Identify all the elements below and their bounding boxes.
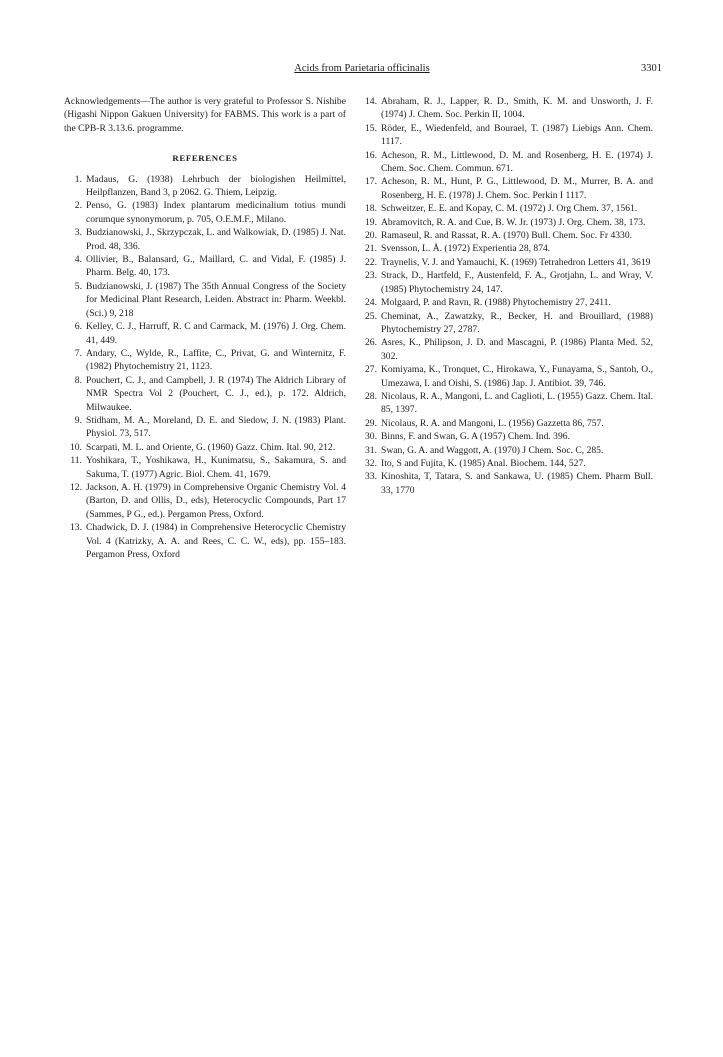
reference-text: Acheson, R. M., Hunt, P. G., Littlewood, D. M., Murrer, B. A. and Rosenberg, H. E. (1978) J. Chem. Soc. Perkin I 1117. <box>381 176 653 201</box>
reference-text: Budzianowski, J., Skrzypczak, L. and Walkowiak, D. (1985) J. Nat. Prod. 48, 336. <box>86 227 346 252</box>
references-list-left <box>64 173 346 562</box>
reference-item <box>361 310 653 337</box>
reference-number: 8. <box>74 374 82 386</box>
reference-number: 26. <box>365 337 377 349</box>
reference-text: Pouchert, C. J., and Campbell, J. R (1974) The Aldrich Library of NMR Spectra Vol 2 (Pouchert, C. J., ed.), p. 172. Aldrich, Milwaukee. <box>86 374 346 413</box>
reference-item <box>64 441 346 454</box>
reference-item <box>361 470 653 497</box>
reference-number: 25. <box>365 310 377 322</box>
reference-text: Svensson, L. Å. (1972) Experientia 28, 874. <box>381 243 551 255</box>
reference-text: Acheson, R. M., Littlewood, D. M. and Rosenberg, H. E. (1974) J. Chem. Soc. Chem. Commun. 671. <box>381 149 653 175</box>
references-heading: REFERENCES <box>172 153 238 164</box>
reference-item <box>64 481 346 521</box>
reference-item <box>64 173 346 200</box>
reference-number: 31. <box>365 444 377 456</box>
reference-text: Abramovitch, R. A. and Cue, B. W. Jr. (1973) J. Org. Chem. 38, 173. <box>381 216 646 228</box>
reference-item <box>64 320 346 347</box>
reference-text: Abraham, R. J., Lapper, R. D., Smith, K. M. and Unsworth, J. F. (1974) J. Chem. Soc. Perkin II, 1004. <box>381 96 653 121</box>
reference-item <box>361 149 653 176</box>
reference-text: Yoshikara, T., Yoshikawa, H., Kunimatsu, S., Sakamura, S. and Sakuma, T. (1977) Agric. Biol. Chem. 41, 1679. <box>86 455 346 480</box>
reference-number: 9. <box>74 414 82 426</box>
reference-number: 22. <box>365 256 377 268</box>
reference-number: 33. <box>365 471 377 483</box>
reference-number: 2. <box>74 200 82 212</box>
running-title: Acids from Parietaria officinalis <box>294 63 430 74</box>
reference-text: Molgaard, P. and Ravn, R. (1988) Phytochemistry 27, 2411. <box>381 297 611 309</box>
reference-item <box>361 122 653 149</box>
reference-text: Asres, K., Philipson, J. D. and Mascagni, P. (1986) Planta Med. 52, 302. <box>381 337 653 362</box>
reference-text: Ito, S and Fujita, K. (1985) Anal. Biochem. 144, 527. <box>381 457 586 469</box>
references-list-right <box>361 95 653 497</box>
reference-number: 12. <box>70 481 82 493</box>
reference-item <box>64 226 346 253</box>
reference-number: 19. <box>365 216 377 228</box>
reference-text: Binns, F. and Swan, G. A (1957) Chem. Ind. 396. <box>381 431 570 443</box>
reference-number: 27. <box>365 364 377 376</box>
reference-item <box>361 457 653 470</box>
reference-text: Kelley, C. J., Harruff, R. C and Carmack, M. (1976) J. Org. Chem. 41, 449. <box>86 321 346 346</box>
reference-text: Komiyama, K., Tronquet, C., Hirokawa, Y., Funayama, S., Santoh, O., Umezawa, I. and Oishi, S. (1986) Jap. J. Antibiot. 39, 746. <box>381 364 653 389</box>
reference-number: 15. <box>365 122 377 134</box>
reference-item <box>361 430 653 443</box>
reference-text: Penso, G. (1983) Index plantarum medicinalium totius mundi corumque synonymorum, p. 705, O.E.M.F., Milano. <box>86 200 346 225</box>
reference-item <box>361 216 653 229</box>
reference-text: Madaus, G. (1938) Lehrbuch der biologishen Heilmittel, Heilpflanzen, Band 3, p 2062. G. Thiem, Leipzig. <box>86 173 346 199</box>
reference-number: 32. <box>365 457 377 469</box>
reference-number: 18. <box>365 203 377 215</box>
reference-text: Swan, G. A. and Waggott, A. (1970) J Chem. Soc. C, 285. <box>381 444 604 456</box>
reference-text: Cheminat, A., Zawatzky, R., Becker, H. and Brouillard, (1988) Phytochemistry 27, 2787. <box>381 310 653 335</box>
reference-number: 17. <box>365 176 377 188</box>
reference-number: 16. <box>365 149 377 161</box>
reference-text: Ollivier, B., Balansard, G., Maillard, C. and Vidal, F. (1985) J. Pharm. Belg. 40, 173. <box>86 254 346 279</box>
reference-number: 13. <box>70 522 82 534</box>
reference-number: 23. <box>365 270 377 282</box>
acknowledgements: Acknowledgements—The author is very grateful to Professor S. Nishibe (Higashi Nippon Gakuen University) for FABMS. This work is a part of the CPB-R 3.13.6. programme. <box>64 96 346 134</box>
left-column <box>64 95 346 561</box>
reference-number: 20. <box>365 230 377 242</box>
reference-text: Strack, D., Hartfeld, F., Austenfeld, F. A., Grotjahn, L. and Wray, V. (1985) Phytochemistry 24, 147. <box>381 270 653 295</box>
reference-text: Nicolaus, R. A., Mangoni, L. and Caglioti, L. (1955) Gazz. Chem. Ital. 85, 1397. <box>381 390 653 416</box>
reference-item <box>64 374 346 414</box>
reference-number: 3. <box>74 227 82 239</box>
reference-number: 4. <box>74 254 82 266</box>
reference-item <box>361 444 653 457</box>
reference-item <box>64 280 346 320</box>
running-header <box>62 63 662 79</box>
reference-item <box>361 390 653 417</box>
reference-item <box>64 347 346 374</box>
reference-text: Chadwick, D. J. (1984) in Comprehensive Heterocyclic Chemistry Vol. 4 (Katrizky, A. A. and Rees, C. C. W., eds), pp. 155–183. Pergamon Press, Oxford <box>86 522 346 560</box>
reference-text: Ramaseul, R. and Rassat, R. A. (1970) Bull. Chem. Soc. Fr 4330. <box>381 230 633 242</box>
reference-item <box>361 95 653 122</box>
reference-text: Scarpati, M. L. and Oriente, G. (1960) Gazz. Chim. Ital. 90, 212. <box>86 441 336 453</box>
reference-item <box>361 175 653 202</box>
reference-text: Andary, C., Wylde, R., Laffite, C., Privat, G. and Winternitz, F. (1982) Phytochemistry 21, 1123. <box>86 347 346 373</box>
reference-item <box>361 363 653 390</box>
reference-item <box>64 253 346 280</box>
reference-text: Schweitzer, E. E. and Kopay, C. M. (1972) J. Org Chem. 37, 1561. <box>381 203 638 215</box>
reference-number: 10. <box>70 441 82 453</box>
reference-number: 6. <box>74 321 82 333</box>
page-number: 3301 <box>641 63 662 74</box>
reference-number: 30. <box>365 431 377 443</box>
reference-text: Traynelis, V. J. and Yamauchi, K. (1969) Tetrahedron Letters 41, 3619 <box>381 256 651 268</box>
reference-text: Stidham, M. A., Moreland, D. E. and Siedow, J. N. (1983) Plant. Physiol. 73, 517. <box>86 414 346 440</box>
reference-item <box>361 296 653 309</box>
reference-item <box>361 202 653 215</box>
reference-text: Kinoshita, T, Tatara, S. and Sankawa, U. (1985) Chem. Pharm Bull. 33, 1770 <box>381 471 653 496</box>
reference-text: Jackson, A. H. (1979) in Comprehensive Organic Chemistry Vol. 4 (Barton, D. and Ollis, D., eds), Heterocyclic Compounds, Part 17 (Sammes, P G., ed.). Pergamon Press, Oxford. <box>86 481 346 520</box>
reference-item <box>361 256 653 269</box>
reference-number: 24. <box>365 297 377 309</box>
reference-text: Röder, E., Wiedenfeld, and Bourael, T. (1987) Liebigs Ann. Chem. 1117. <box>381 122 653 148</box>
reference-number: 29. <box>365 417 377 429</box>
reference-item <box>64 199 346 226</box>
reference-item <box>361 242 653 255</box>
reference-item <box>64 454 346 481</box>
reference-number: 1. <box>74 173 82 185</box>
reference-text: Nicolaus, R. A. and Mangoni, L. (1956) Gazzetta 86, 757. <box>381 417 604 429</box>
reference-text: Budzianowski, J. (1987) The 35th Annual Congress of the Society for Medicinal Plant Research, Leiden. Abstract in: Pharm. Weekbl. (Sci.) 9, 218 <box>86 280 346 319</box>
right-column <box>361 95 653 497</box>
reference-number: 21. <box>365 243 377 255</box>
reference-item <box>361 229 653 242</box>
reference-item <box>361 269 653 296</box>
reference-number: 5. <box>74 280 82 292</box>
reference-number: 7. <box>74 347 82 359</box>
reference-item <box>64 521 346 561</box>
reference-item <box>361 336 653 363</box>
reference-item <box>64 414 346 441</box>
reference-item <box>361 417 653 430</box>
reference-number: 28. <box>365 390 377 402</box>
reference-number: 11. <box>70 455 82 467</box>
reference-number: 14. <box>365 96 377 107</box>
